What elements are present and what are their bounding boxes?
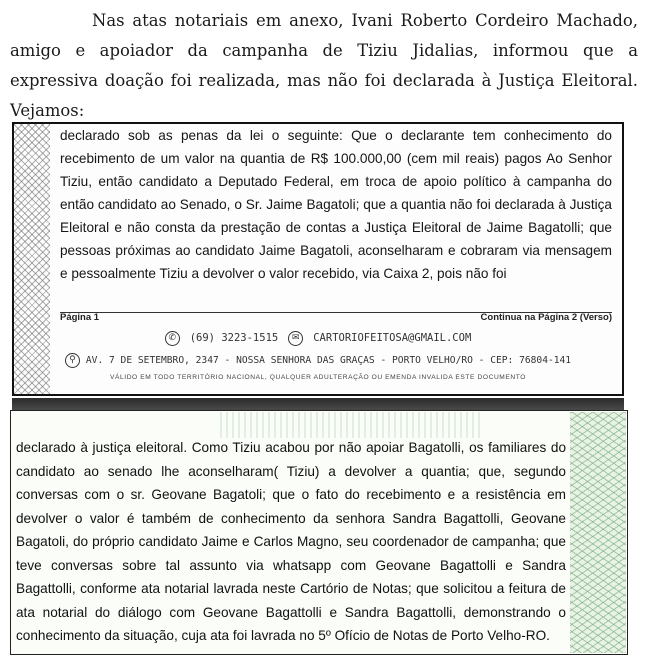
security-pattern-sidebar: [570, 412, 626, 653]
scan-separator: [12, 398, 624, 410]
notarial-excerpt-1: [12, 122, 624, 396]
email-icon: ✉: [288, 331, 303, 346]
location-icon: ⚲: [65, 353, 80, 368]
notarial-excerpt-2: [10, 410, 628, 655]
excerpt-1-text: declarado sob as penas da lei o seguinte: Que o declarante tem conhecimento do recebimento de um valor na quantia de R$ 100.000,00 (cem mil reais) pagos Ao Senhor Tiziu, então candidato a Deputado Federal, em troca de apoio político à campanha do então candidato ao Senado, o Sr. Jaime Bagatoli; que a quantia não foi declarada à Justiça Eleitoral e não consta da prestação de contas a Justiça Eleitoral de Jaime Bagatolli; que pessoas próximas ao candidato Jaime Bagatoli, aconselharam e cobraram via mensagem e pessoalmente Tiziu a devolver o valor recebido, via Caixa 2, pois não foi: [60, 128, 612, 281]
phone-number: (69) 3223-1515: [189, 332, 279, 344]
phone-icon: ✆: [165, 331, 180, 346]
continuation-note: Continua na Página 2 (Verso): [480, 312, 612, 323]
address-row: [12, 350, 624, 370]
office-address: AV. 7 DE SETEMBRO, 2347 - NOSSA SENHORA DAS GRAÇAS - PORTO VELHO/RO - CEP: 76804-141: [85, 354, 572, 366]
contact-row: [12, 328, 624, 348]
page-number: Página 1: [60, 312, 100, 323]
watermark-pattern: [220, 412, 480, 438]
intro-paragraph: [10, 6, 638, 126]
intro-text: Nas atas notariais em anexo, Ivani Roberto Cordeiro Machado, amigo e apoiador da campanha de Tiziu Jidalias, informou que a expressiva doação foi realizada, mas não foi declarada à Justiça Eleitoral. Vejamos:: [10, 11, 638, 120]
validity-notice: VÁLIDO EM TODO TERRITÓRIO NACIONAL, QUALQUER ADULTERAÇÃO OU EMENDA INVALIDA ESTE DOCUMENTO: [110, 374, 526, 381]
excerpt-2-text: declarado à justiça eleitoral. Como Tiziu acabou por não apoiar Bagatolli, os familiares do candidato ao senado lhe aconselharam( Tiziu) a devolver a quantia; que, segundo conversas com o sr. Geovane Bagatoli; que o fato do recebimento e a resistência em devolver o valor é também de conhecimento da senhora Sandra Bagattolli, Geovane Bagatoli, do próprio candidato Jaime e Carlos Magno, seu coordenador de campanha; que teve conversas sobre tal assunto via whatsapp com Geovane Bagattolli e Sandra Bagattolli, conforme ata notarial lavrada neste Cartório de Notas; que solicitou a feitura de ata notarial do diálogo com Geovane Bagattolli e Sandra Bagattolli, demonstrando o conhecimento da situação, cuja ata foi lavrada no 5º Ofício de Notas de Porto Velho-RO.: [16, 440, 566, 643]
email-address: CARTORIOFEITOSA@GMAIL.COM: [313, 332, 472, 344]
